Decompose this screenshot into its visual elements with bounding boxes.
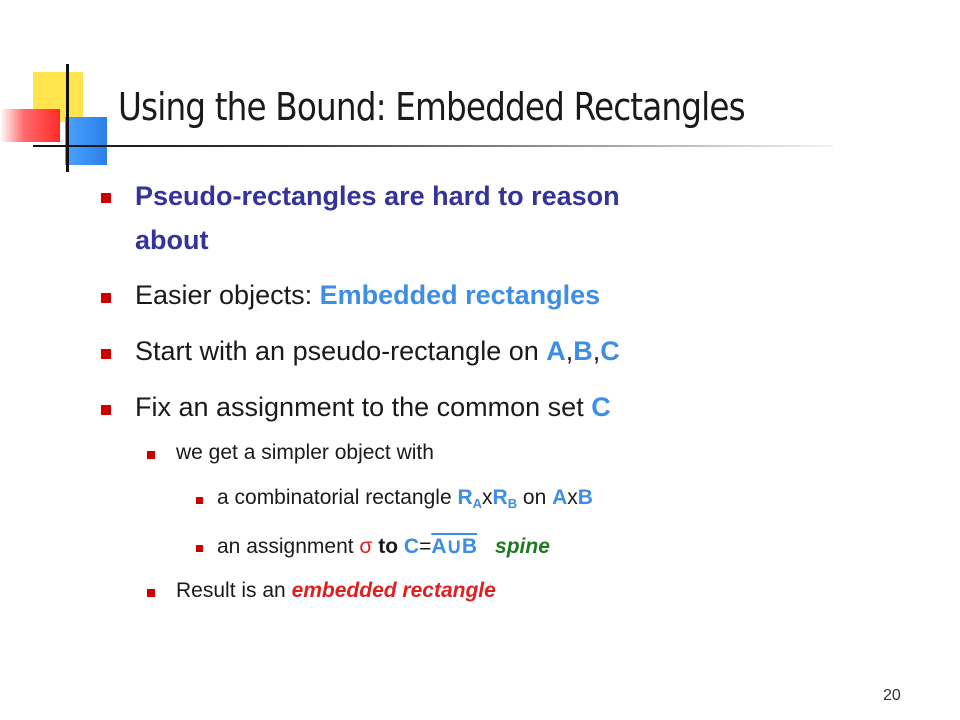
tertiary-2-text: an assignment bbox=[217, 535, 360, 558]
bullet-marker bbox=[101, 405, 111, 415]
equals: = bbox=[419, 535, 432, 558]
tertiary-bullet-marker bbox=[196, 545, 203, 552]
rect-R: R bbox=[492, 486, 508, 509]
bullet-marker bbox=[101, 293, 111, 303]
set-A: A bbox=[546, 336, 566, 366]
set-B: B bbox=[573, 336, 593, 366]
bullet-1-line-1: Pseudo-rectangles are hard to reason bbox=[135, 181, 620, 211]
spine-label: spine bbox=[495, 535, 550, 558]
comma: , bbox=[592, 336, 601, 366]
sigma-symbol: σ bbox=[359, 535, 373, 558]
to-word: to bbox=[372, 535, 404, 558]
decor-blue-square bbox=[65, 117, 107, 165]
times: x bbox=[567, 486, 578, 509]
embedded-rectangle-highlight: embedded rectangle bbox=[291, 579, 496, 602]
bullet-4-text: Fix an assignment to the common set bbox=[135, 392, 592, 422]
bullet-2 bbox=[135, 280, 600, 311]
bullet-2-highlight: Embedded rectangles bbox=[319, 280, 601, 310]
bullet-marker bbox=[101, 193, 111, 203]
tertiary-bullet-marker bbox=[196, 497, 203, 504]
title-underline bbox=[33, 145, 833, 147]
set-A: A bbox=[552, 486, 568, 509]
subscript-B: B bbox=[507, 496, 518, 511]
bullet-2-text: Easier objects: bbox=[135, 280, 320, 310]
bullet-3-text: Start with an pseudo-rectangle on bbox=[135, 336, 547, 366]
decor-red-bar bbox=[0, 109, 60, 142]
page-number: 20 bbox=[883, 687, 901, 704]
sub-bullet-2-text: Result is an bbox=[176, 579, 292, 602]
on-word: on bbox=[517, 486, 553, 509]
bullet-marker bbox=[101, 349, 111, 359]
set-C: C bbox=[403, 535, 420, 558]
times: x bbox=[482, 486, 493, 509]
sub-bullet-1: we get a simpler object with bbox=[176, 441, 434, 464]
comma: , bbox=[565, 336, 574, 366]
sub-bullet-2 bbox=[176, 579, 496, 603]
sub-bullet-marker bbox=[147, 589, 155, 597]
bullet-4 bbox=[135, 392, 611, 423]
decor-vertical-line bbox=[66, 64, 69, 172]
slide-title: Using the Bound: Embedded Rectangles bbox=[118, 85, 745, 129]
set-B: B bbox=[577, 486, 593, 509]
complement-A-union-B: A∪B bbox=[431, 535, 478, 558]
tertiary-1-text: a combinatorial rectangle bbox=[217, 486, 458, 509]
bullet-1-line-2: about bbox=[135, 225, 209, 255]
sub-bullet-marker bbox=[147, 451, 155, 459]
rect-R: R bbox=[457, 486, 473, 509]
set-C: C bbox=[591, 392, 611, 422]
set-C: C bbox=[600, 336, 620, 366]
bullet-3 bbox=[135, 336, 620, 367]
subscript-A: A bbox=[472, 496, 483, 511]
tertiary-bullet-1 bbox=[217, 486, 593, 511]
tertiary-bullet-2 bbox=[217, 534, 550, 559]
